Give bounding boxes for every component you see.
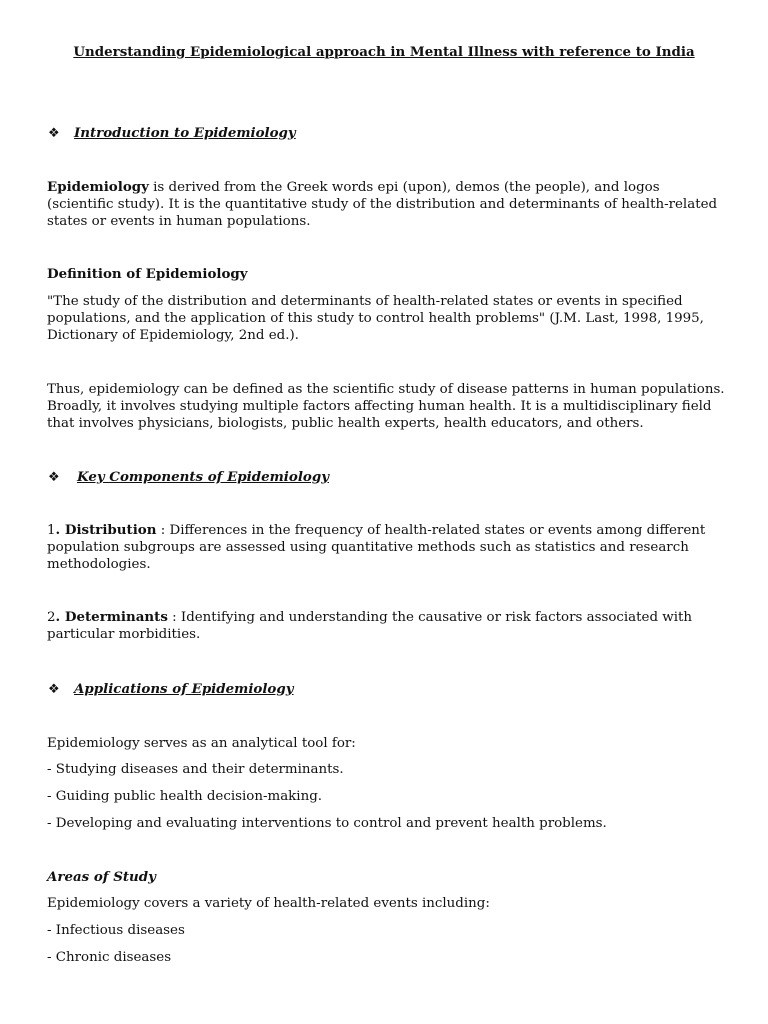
list-item: - Developing and evaluating interventions to control and prevent health problems. — [47, 816, 607, 831]
component-text: : Identifying and understanding the causative or risk factors associated with particular morbidities. — [47, 610, 693, 642]
component-number: 1 — [47, 523, 56, 538]
component-number: 2 — [47, 610, 56, 625]
component-distribution — [47, 522, 727, 573]
section-heading-text: Key Components of Epidemiology — [77, 469, 329, 485]
component-text: : Differences in the frequency of health-related states or events among different population subgroups are assessed using quantitative methods such as statistics and research methodologies. — [47, 523, 706, 572]
component-term: . Determinants — [55, 609, 168, 625]
applications-intro: Epidemiology serves as an analytical tool for: — [47, 736, 356, 751]
section-heading-key-components — [48, 469, 329, 486]
section-heading-applications — [48, 681, 294, 698]
component-term: . Distribution — [55, 522, 157, 538]
definition-heading: Definition of Epidemiology — [47, 266, 248, 282]
document-title: Understanding Epidemiological approach in Mental Illness with reference to India — [73, 44, 695, 60]
intro-text: is derived from the Greek words epi (upon), demos (the people), and logos (scientific study). It is the quantitative study of the distribution and determinants of health-related states or events in human populations. — [47, 180, 718, 229]
thus-paragraph: Thus, epidemiology can be defined as the scientific study of disease patterns in human populations. Broadly, it involves studying multiple factors affecting human health. It is a multidisciplinary field that involves physicians, biologists, public health experts, health educators, and others. — [47, 382, 725, 431]
section-heading-text: Introduction to Epidemiology — [74, 125, 296, 141]
areas-heading: Areas of Study — [47, 869, 156, 885]
intro-term: Epidemiology — [47, 179, 149, 195]
diamond-bullet-icon: ❖ — [48, 126, 60, 141]
list-item: - Guiding public health decision-making. — [47, 789, 323, 804]
section-heading-text: Applications of Epidemiology — [74, 681, 294, 697]
diamond-bullet-icon: ❖ — [48, 682, 60, 697]
section-heading-introduction — [48, 125, 296, 142]
intro-paragraph — [47, 179, 727, 230]
list-item: - Chronic diseases — [47, 950, 172, 965]
list-item: - Infectious diseases — [47, 923, 185, 938]
definition-quote: "The study of the distribution and determinants of health-related states or events in specified populations, and the application of this study to control health problems" (J.M. Last, 1998, 1995, Dictionary of Epidemiology, 2nd ed.). — [47, 294, 704, 343]
diamond-bullet-icon: ❖ — [48, 470, 60, 485]
component-determinants — [47, 609, 727, 643]
list-item: - Studying diseases and their determinants. — [47, 762, 344, 777]
areas-intro: Epidemiology covers a variety of health-related events including: — [47, 896, 490, 911]
